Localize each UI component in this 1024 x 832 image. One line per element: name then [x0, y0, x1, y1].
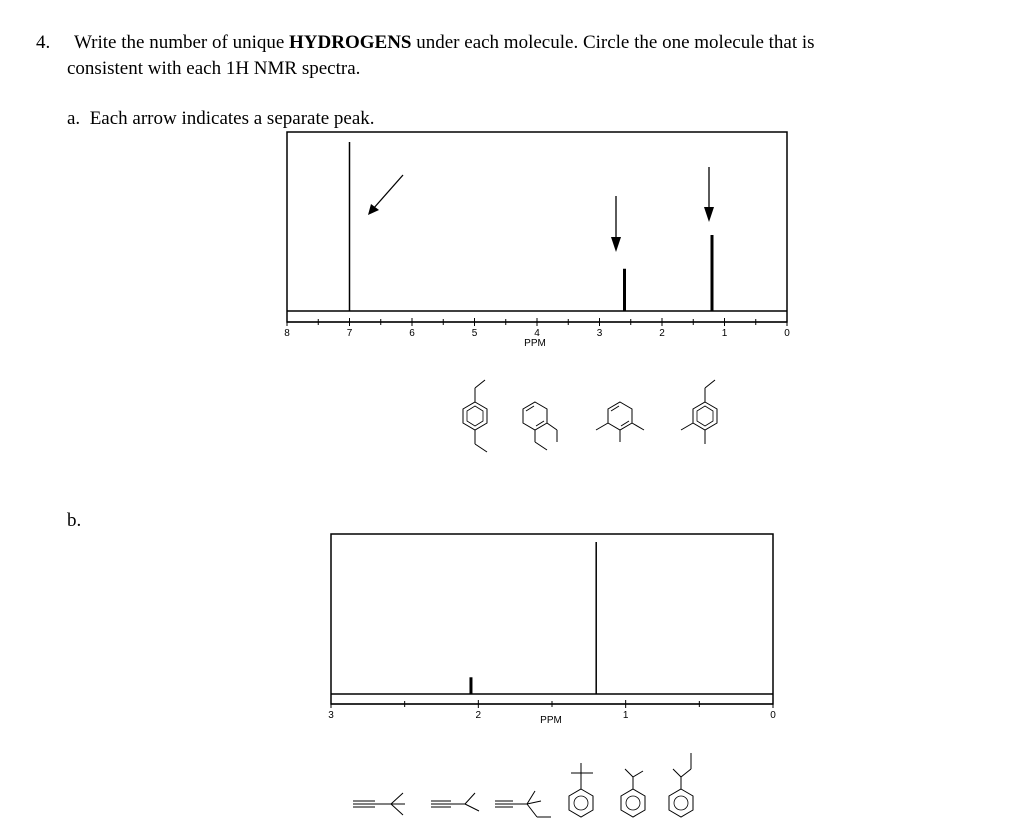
tick-label-1: 1 [622, 710, 629, 721]
question-text-line2: consistent with each 1H NMR spectra. [67, 58, 361, 79]
spectrum-a-ticks [284, 318, 790, 339]
question-bold-word: HYDROGENS [289, 32, 412, 53]
tick-label-2: 2 [659, 328, 665, 339]
molecule-b4-tert-butylbenzene [569, 763, 593, 817]
molecule-a4-ethyl-dimethylbenzene [681, 380, 717, 444]
molecules-part-a [440, 370, 750, 480]
question-text-end: under each molecule. Circle the one molecule that is [411, 32, 815, 53]
part-b-label: b. [67, 510, 82, 531]
molecule-b6-sec-butylbenzene [669, 753, 693, 817]
molecule-b3-tert-pentyl-alkyne [495, 791, 551, 817]
spectrum-b-axis-label: PPM [540, 715, 562, 726]
molecules-part-b [345, 745, 725, 830]
molecule-a3-trimethylbenzene [596, 402, 644, 442]
tick-label-7: 7 [346, 328, 353, 339]
molecule-b5-isopropylbenzene [621, 769, 645, 817]
tick-label-1: 1 [721, 328, 728, 339]
tick-label-0: 0 [770, 710, 776, 721]
tick-label-6: 6 [409, 328, 415, 339]
molecule-b1-tert-butyl-alkyne [353, 793, 405, 815]
spectrum-b-peaks [471, 542, 596, 694]
spectrum-a-peaks [350, 142, 713, 311]
arrow-peak-2.6-head [611, 237, 621, 252]
tick-label-3: 3 [328, 710, 334, 721]
tick-label-3: 3 [596, 328, 603, 339]
arrow-peak-1.2-head [704, 207, 714, 222]
part-a-label: a. [67, 108, 81, 129]
tick-label-5: 5 [471, 328, 478, 339]
tick-label-2: 2 [475, 710, 482, 721]
tick-label-4: 4 [534, 328, 540, 339]
part-a-instruction: Each arrow indicates a separate peak. [89, 108, 375, 129]
nmr-spectrum-b [325, 528, 785, 733]
molecule-a2-ortho-diethylbenzene [523, 402, 557, 450]
question-number: 4. [36, 32, 51, 53]
arrow-peak-7 [373, 175, 403, 209]
molecule-b2-isopropyl-alkyne [431, 793, 479, 811]
tick-label-8: 8 [284, 328, 290, 339]
spectrum-a-axis-label: PPM [524, 338, 546, 349]
question-text-start: Write the number of unique [74, 32, 290, 53]
tick-label-0: 0 [784, 328, 790, 339]
spectrum-b-frame [331, 534, 773, 704]
question-text-line1 [74, 32, 815, 54]
nmr-spectrum-a [280, 126, 795, 356]
arrow-peak-7-head [368, 204, 379, 215]
molecule-a1-para-diethylbenzene [463, 380, 487, 452]
